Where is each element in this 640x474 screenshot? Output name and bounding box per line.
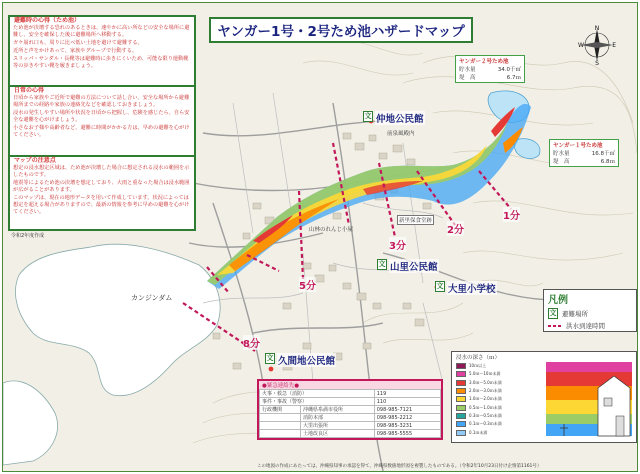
pond2-label: 堤 高 [459, 75, 476, 81]
depth-label: 0.1ｍ～0.3ｍ未満 [469, 421, 502, 427]
contact-cell: 土地改良区 [300, 430, 374, 438]
pond2-value: 6.7ｍ [506, 75, 521, 81]
yamazato-hall-label: 山里公民館 [389, 259, 439, 273]
depth-swatch [456, 363, 466, 369]
arrival-time-label: 2分 [447, 221, 464, 236]
daily-item: 日頃から家族やご近所で避難の方法について話し合い、安全な場所から避難場所までの経路や家族の連絡先などを確認しておきましょう。 [13, 95, 190, 108]
notice-item: 近所と声をかけあって、家族やグループで行動する。 [13, 48, 138, 54]
pond1-value: 16.8千㎥ [591, 151, 615, 157]
depth-legend [451, 351, 637, 443]
evacuation-notice-header: 避難時の心得（ため池） [14, 17, 81, 24]
depth-label: 5.0ｍ～10ｍ未満 [469, 371, 501, 377]
legend-item-label: 洪水到達時間 [566, 322, 605, 330]
copyright-footer: この地図の作成にあたっては、沖縄県知事の承認を得て、沖縄県数値地形図を複製したものである。（令和2年10月23日付け企情第1161号） [257, 464, 542, 469]
nakachi-sub-label: 前泉風殿内 [387, 131, 415, 137]
depth-swatch [456, 413, 466, 419]
map-title: ヤンガー1号・2号ため池ハザードマップ [209, 17, 473, 43]
sanrin-label: 山林のれんじ小屋 [309, 227, 354, 233]
compass-s: S [595, 60, 599, 65]
pond1-label: 堤 高 [553, 159, 570, 165]
table-row [260, 406, 441, 414]
contact-number: 098-985-3231 [374, 422, 440, 430]
depth-label: 10ｍ以上 [469, 363, 487, 369]
compass-icon [577, 25, 617, 65]
depth-swatch [456, 388, 466, 394]
pond1-title: ヤンガー１号ため池 [553, 143, 603, 149]
contact-cell: 消防本部 [300, 414, 374, 422]
depth-label: 0.3ｍ～0.5ｍ未満 [469, 412, 502, 418]
contact-cell [260, 414, 301, 422]
table-row [260, 422, 441, 430]
map-note-item: 想定の浸水想定区域は、ため池が決壊した場合に想定される浸水の範囲を示したものです。 [13, 165, 190, 178]
compass-e: E [612, 42, 616, 49]
pond1-info [549, 139, 619, 167]
legend-box [543, 289, 637, 332]
contacts-header: ●緊急連絡先● [259, 381, 441, 389]
arrival-time-label: 3分 [389, 237, 406, 252]
depth-legend-title: 浸水の深さ（ｍ） [456, 355, 501, 361]
dam-label: カンジンダム [131, 294, 173, 302]
contact-number: 110 [374, 398, 440, 406]
evacuation-site-icon: 文 [266, 354, 274, 362]
arrival-time-label: 5分 [299, 277, 316, 292]
notice-item: ガケ崩れ口も、周りに比べ低い土地を避けて避難する。 [13, 40, 143, 46]
house-depth-illustration [544, 358, 634, 438]
contact-cell: 大里出張所 [300, 422, 374, 430]
depth-swatch [456, 371, 466, 377]
depth-label: 0.5ｍ～1.0ｍ未満 [469, 404, 502, 410]
contact-number: 119 [374, 390, 440, 398]
evacuation-site-icon: 文 [436, 282, 444, 290]
contact-cell [260, 422, 301, 430]
depth-swatch [456, 396, 466, 402]
daily-item: 浸水の発生しやすい場所や状況を日頃から把握し、危険を感じたら、自ら安全な避難を心がけましょう。 [13, 110, 190, 123]
evacuation-site-icon: 文 [364, 112, 372, 120]
nakachi-hall-label: 仲地公民館 [375, 111, 425, 125]
contact-cell: 事件・事故（警察） [260, 398, 375, 406]
table-row [260, 398, 441, 406]
depth-label: 2.0ｍ～3.0ｍ未満 [469, 388, 502, 394]
shinsato-label: 新里保食堂跡 [397, 215, 434, 225]
compass-w: W [578, 42, 584, 49]
emergency-contacts [257, 379, 443, 440]
kumaji-hall-label: 久間地公民館 [277, 353, 336, 367]
legend-item-label: 避難場所 [562, 310, 588, 318]
contact-number: 098-985-5555 [374, 430, 440, 438]
map-note-item: このマップは、現在の地形データを用いて作成しています。状況によっては想定を超える場合がありますので、最新の情報を参考に早めの避難を心がけてください。 [13, 195, 190, 215]
legend-item [544, 307, 636, 320]
map-notes-panel [8, 155, 196, 231]
table-row [260, 390, 441, 398]
depth-label: 1.0ｍ～2.0ｍ未満 [469, 396, 502, 402]
pond2-info [455, 55, 525, 83]
contact-cell: 行政機関 [260, 406, 301, 414]
table-row [260, 430, 441, 438]
depth-swatch [456, 421, 466, 427]
arrival-time-label: 8分 [243, 335, 260, 350]
notice-item: スリッパ・サンダル・長靴等は避難時に歩きにくいため、可能な限り運動靴等の歩きやすい靴を履きましょう。 [13, 56, 189, 69]
legend-item [544, 320, 636, 331]
oozato-school-label: 大里小学校 [447, 281, 497, 295]
daily-item: 小さなお子様や高齢者など、避難に時間がかかる方は、早めの避難を心がけてください。 [13, 125, 190, 138]
arrival-time-label: 1分 [503, 207, 520, 222]
contact-number: 098-985-7121 [374, 406, 440, 414]
contact-cell: 火事・救急（消防） [260, 390, 375, 398]
pond1-value: 6.8ｍ [600, 159, 615, 165]
depth-swatch [456, 380, 466, 386]
pond2-value: 34.0千㎥ [497, 67, 521, 73]
depth-swatch [456, 405, 466, 411]
contact-number: 098-985-2212 [374, 414, 440, 422]
table-row [260, 414, 441, 422]
legend-title: 凡例 [548, 295, 568, 306]
contact-cell: 沖縄県糸満市役所 [300, 406, 374, 414]
dashed-line-icon [548, 322, 562, 330]
contact-cell [260, 430, 301, 438]
map-notes-header: マップの注意点 [14, 157, 56, 164]
depth-label: 0.1ｍ未満 [469, 429, 488, 435]
depth-swatch [456, 430, 466, 436]
evacuation-site-icon: 文 [549, 309, 557, 317]
notice-item: ため池が決壊する恐れのあるときは、速やかに高い所などの安全な場所に避難し、安全を確保した後に避難場所へ移動する。 [13, 25, 190, 38]
hazard-map-frame [2, 2, 638, 472]
daily-notice-panel [8, 85, 196, 157]
evacuation-site-icon: 文 [378, 260, 386, 268]
map-note-item: 地震等によるため池の決壊を想定しており、大雨と重なった場合は浸水範囲が広がることがあります。 [13, 180, 190, 193]
daily-notice-header: 日常の心得 [14, 87, 45, 94]
depth-label: 3.0ｍ～5.0ｍ未満 [469, 379, 502, 385]
compass-n: N [594, 25, 600, 32]
pond1-label: 貯水量 [553, 151, 570, 157]
creation-year-note: 令和2年度作成 [11, 233, 45, 239]
pond2-title: ヤンガー２号ため池 [459, 59, 509, 65]
contacts-table [259, 389, 441, 438]
pond2-label: 貯水量 [459, 67, 476, 73]
